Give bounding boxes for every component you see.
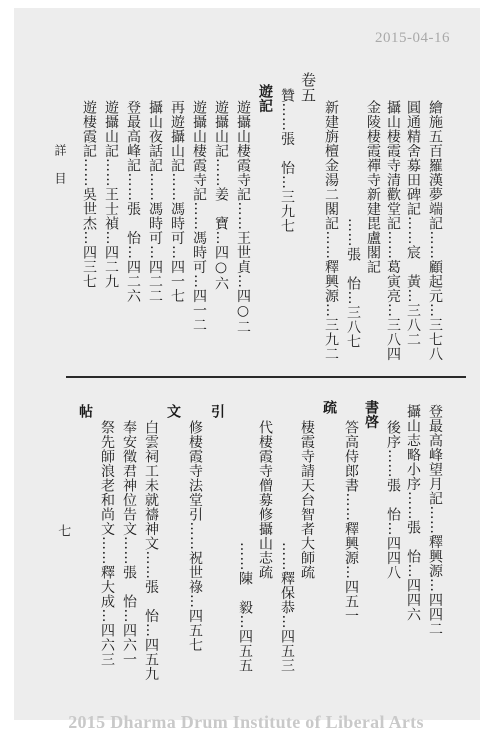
toc-entry: 攝山志略小序……張 怡…四四六 [405,404,421,622]
toc-entry: 棲霞寺請天台智者大師疏 [299,420,315,580]
toc-entry: 圓通精舍募田碑記……宸 黃…三八二 [405,100,421,347]
section-heading: 書啓 [363,400,379,429]
toc-entry: 繪施五百羅漢夢端記……顧起元…三七八 [427,100,443,361]
toc-entry: 遊攝山棲霞寺記……王世貞…四○二 [235,100,251,334]
toc-entry: ……陳 毅…四五五 [237,542,253,673]
toc-entry: 再遊攝山記……馮時可…四一七 [169,100,185,303]
toc-entry: ……張 怡…三八七 [345,218,361,349]
toc-entry: 代棲霞寺僧募修攝山志疏 [257,420,273,580]
toc-entry: 攝山棲霞寺清歡堂記……葛寅亮…三八四 [385,100,401,361]
toc-entry: 祭先師浪老和尚文……釋大成…四六三 [99,420,115,667]
section-heading: 疏 [321,400,337,415]
section-divider [66,376,466,378]
toc-entry: 遊攝山棲霞寺記……馮時可…四一二 [191,100,207,332]
toc-entry: 新建旃檀金湯二閣記……釋興源…三九二 [323,100,339,361]
date-stamp: 2015-04-16 [375,30,450,46]
section-heading: 引 [209,404,225,419]
toc-entry: 攝山夜話記……馮時可…四二二 [147,100,163,303]
toc-entry: 奉安徵君神位告文……張 怡…四六一 [121,420,137,667]
volume-heading: 卷五 [299,72,317,103]
watermark-footer: 2015 Dharma Drum Institute of Liberal Arts [68,712,424,732]
section-heading: 文 [165,404,181,419]
section-heading: 帖 [77,404,93,419]
toc-entry: ……釋保恭…四五三 [279,542,295,673]
page-number: 七 [55,524,71,543]
toc-entry: 登最高峰記……張 怡…四二六 [125,100,141,303]
toc-entry: 後序……張 怡…四四八 [385,420,401,580]
toc-entry: 遊棲霞記……吳世杰…四三七 [81,100,97,289]
section-heading: 遊記 [257,84,273,113]
toc-entry: 遊攝山記……姜 寶…四○六 [213,100,229,291]
toc-entry: 答高侍郎書……釋興源…四五一 [343,420,359,623]
toc-entry: 贊……張 怡…三九七 [279,88,295,233]
toc-entry: 白雲祠工未就禱神文……張 怡…四五九 [143,420,159,681]
toc-entry: 修棲霞寺法堂引……祝世祿…四五七 [187,420,203,652]
toc-entry: 遊攝山記……王士禎…四二九 [103,100,119,289]
toc-entry: 金陵棲霞禪寺新建毘盧閣記 [365,100,381,274]
side-label: 詳 目 [53,144,67,190]
toc-entry: 登最高峰望月記……釋興源…四四二 [427,404,443,636]
